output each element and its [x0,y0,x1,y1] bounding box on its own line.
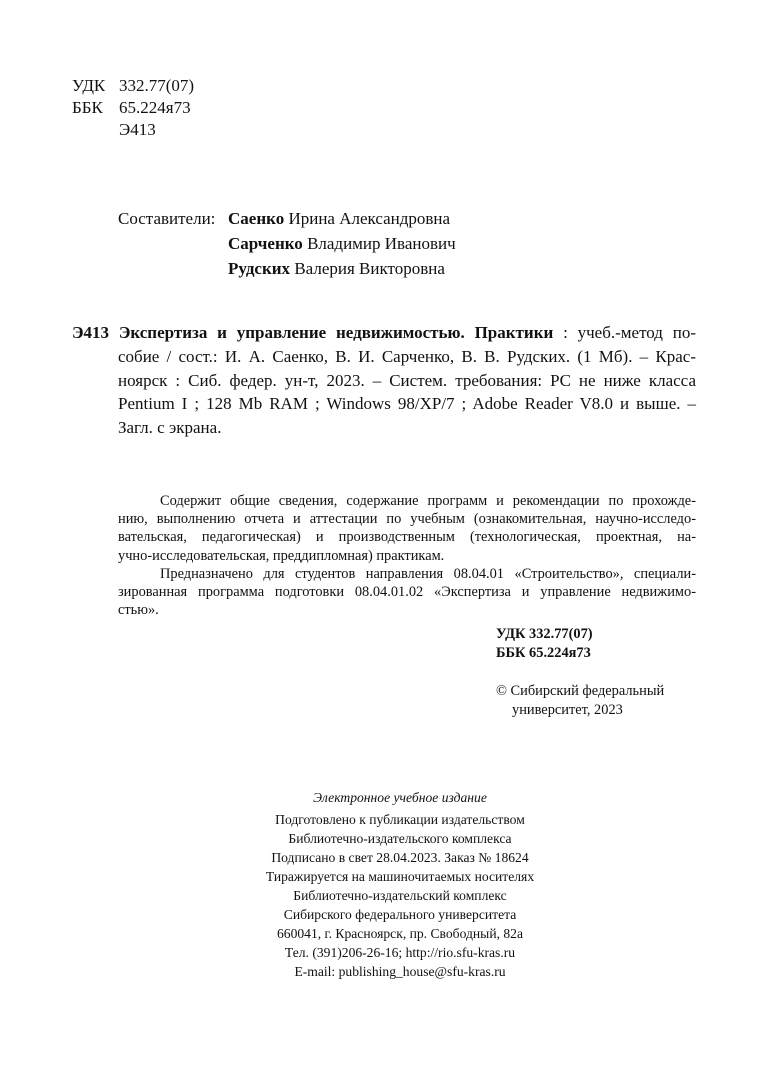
udk-bottom-line: УДК 332.77(07) [496,626,593,642]
annotation [118,492,696,619]
biblio-line: собие / сост.: И. А. Саенко, В. И. Сарченко, В. В. Рудских. (1 Мб). – Крас- [118,346,696,366]
edition-type: Электронное учебное издание [313,790,487,805]
imprint-line: Библиотечно-издательского комплекса [288,831,512,846]
copyright-line: университет, 2023 [512,702,623,718]
compiler-surname: Саенко [228,209,285,228]
copyright-line: © Сибирский федеральный [496,683,665,699]
compilers-caption: Составители: [118,209,216,228]
compiler-names: Валерия Викторовна [294,259,445,278]
imprint-line: 660041, г. Красноярск, пр. Свободный, 82а [276,926,524,941]
compiler-names: Ирина Александровна [288,209,451,228]
compiler-row [118,233,456,258]
imprint-line: Тел. (391)206-26-16; http://rio.sfu-kras.ru [284,945,516,960]
udk-label: УДК [72,76,106,95]
bibliographic-record [72,321,696,440]
author-sign-row [72,119,194,141]
biblio-line-rest: : учеб.-метод по- [553,323,697,342]
imprint-line: E-mail: publishing_house@sfu-kras.ru [294,964,506,979]
copyright [496,682,664,720]
imprint-line: Подписано в свет 28.04.2023. Заказ № 18624 [271,850,529,865]
annotation-line: учно-исследовательская, преддипломная) практикам. [118,547,445,564]
udk-value: 332.77(07) [119,76,195,95]
classification-bottom [496,625,593,663]
imprint-line: Библиотечно-издательский комплекс [293,888,507,903]
classification-block [72,75,194,141]
compiler-names: Владимир Иванович [307,234,456,253]
annotation-line: Содержит общие сведения, содержание программ и рекомендации по прохожде- [160,493,696,509]
biblio-line: Загл. с экрана. [118,418,222,438]
compiler-row [118,208,456,233]
imprint-line: Сибирского федерального университета [283,907,517,922]
bbk-bottom-line: ББК 65.224я73 [496,645,591,661]
imprint-line: Тиражируется на машиночитаемых носителях [265,869,535,884]
bbk-label: ББК [72,98,103,117]
annotation-line: вательская, педагогическая) и производственным (технологическая, проектная, на- [118,529,696,546]
annotation-line: зированная программа подготовки 08.04.01.02 «Экспертиза и управление недвижимо- [118,583,696,600]
biblio-title: Экспертиза и управление недвижимостью. Практики [118,323,554,342]
annotation-line: Предназначено для студентов направления 08.04.01 «Строительство», специали- [160,565,696,582]
annotation-line: нию, выполнению отчета и аттестации по учебным (ознакомительная, научно-исследо- [118,511,696,528]
bbk-row [72,97,194,119]
compilers-block [118,208,456,283]
biblio-sign: Э413 [72,323,110,342]
udk-row [72,75,194,97]
bbk-value: 65.224я73 [119,98,191,117]
imprint-line: Подготовлено к публикации издательством [275,812,525,827]
compiler-row [118,258,456,283]
author-sign: Э413 [119,120,156,139]
biblio-line: Pentium I ; 128 Mb RAM ; Windows 98/XP/7 ; Adobe Reader V8.0 и выше. – [118,394,696,414]
imprint [200,788,600,981]
annotation-line: стью». [118,602,159,619]
biblio-line: ноярск : Сиб. федер. ун-т, 2023. – Систем. требования: PC не ниже класса [118,370,696,390]
compiler-surname: Рудских [228,259,291,278]
compiler-surname: Сарченко [228,234,303,253]
biblio-line [72,321,696,345]
